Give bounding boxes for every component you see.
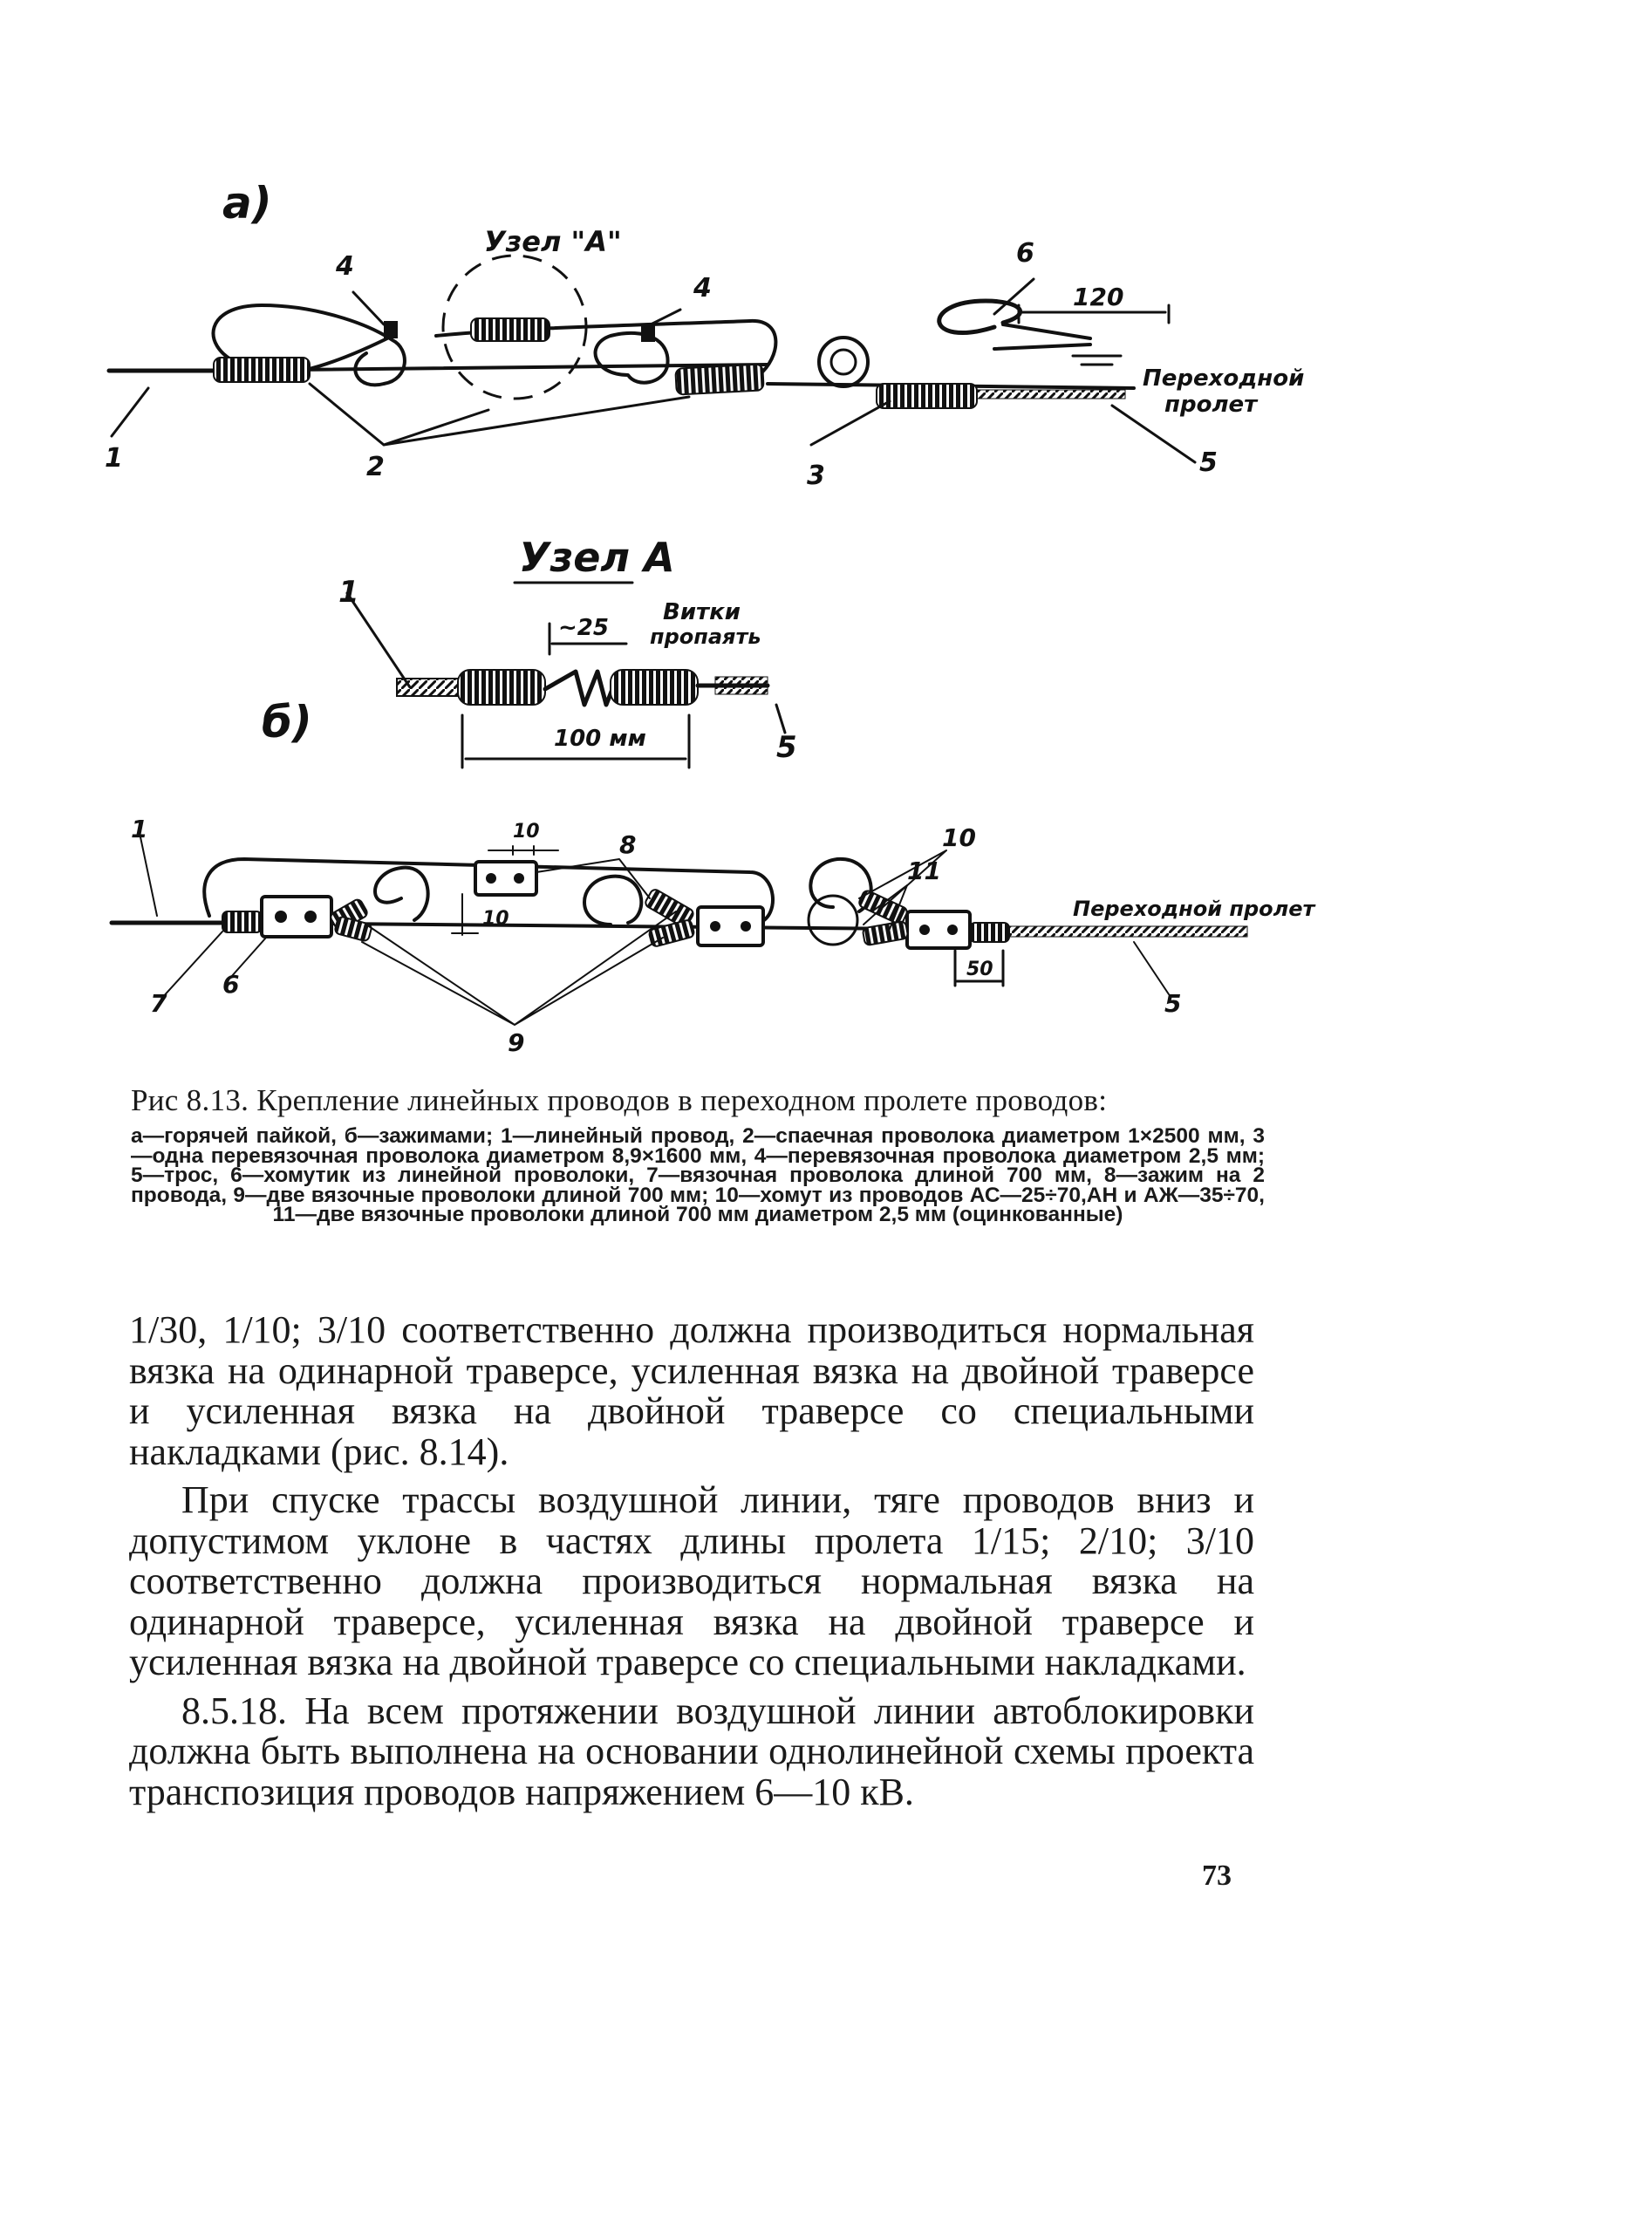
dim-100mm: 100 мм <box>554 726 646 752</box>
panel-a <box>105 178 1304 491</box>
callout-a-6: 6 <box>1016 238 1034 269</box>
node-a-title: Узел А <box>519 534 675 581</box>
transition-span-label-c: Переходной пролет <box>1073 897 1315 921</box>
panel-a-label: а) <box>222 178 272 229</box>
panel-c <box>112 815 1317 1057</box>
paragraph-3: 8.5.18. На всем протяжении воздушной линии автоблокировки должна быть выполнена на основании однолинейной схемы проекта транспозиция проводов напряжением 6—10 кВ. <box>129 1689 1254 1813</box>
paragraph-2: При спуске трассы воздушной линии, тяге проводов вниз и допустимом уклоне в частях длины пролета 1/15; 2/10; 3/10 соответственно должна производиться нормальная вязка на одинарной траверсе, усиленная вязка на двойной траверсе и усиленная вязка на двойной траверсе со специальными накладками. <box>129 1478 1254 1683</box>
node-a-label: Узел "А" <box>484 225 622 258</box>
transition-span-label-a1: Переходной <box>1143 365 1305 392</box>
caption-body: а—горячей пайкой, б—зажимами; 1—линейный провод, 2—спаечная проволока диаметром 1×2500 мм, 3—одна перевязочная проволока диаметром 8,9×1600 мм, 4—перевязочная проволока диаметром 2,5 мм; 5—трос, 6—хомутик из линейной проволоки, 7—вязочная проволока длиной 700 мм, 8—зажим на 2 провода, 9—две вязочные проволоки длиной 700 мм; 10—хомут из проводов АС—25÷70,АН и АЖ—35÷70, 11—две вязочные проволоки длиной 700 мм диаметром 2,5 мм (оцинкованные) <box>131 1124 1265 1226</box>
callout-c-10: 10 <box>942 823 976 852</box>
callout-b-5: 5 <box>776 730 797 765</box>
transition-span-label-a2: пролет <box>1164 392 1258 418</box>
clamp-top <box>475 862 536 895</box>
callout-c-11: 11 <box>907 856 941 885</box>
panel-b-label: б) <box>262 697 312 747</box>
callout-c-8: 8 <box>619 830 637 859</box>
panel-b <box>262 534 797 768</box>
dim-10-top: 10 <box>513 821 540 843</box>
paragraph-1: 1/30, 1/10; 3/10 соответственно должна производиться нормальная вязка на одинарной траверсе, усиленная вязка на двойной траверсе и усиленная вязка на двойной траверсе со специальными накладками (рис. 8.14). <box>129 1308 1254 1473</box>
callout-a-4-right: 4 <box>693 273 712 304</box>
clamp-left <box>262 897 331 937</box>
caption-title: Рис 8.13. Крепление линейных проводов в переходном пролете проводов: <box>131 1083 1108 1117</box>
wire-fastening-figure <box>0 0 1652 1073</box>
dim-10-side: 10 <box>482 908 509 930</box>
callout-c-9: 9 <box>508 1028 525 1057</box>
callout-a-4-left: 4 <box>336 251 354 282</box>
callout-a-3: 3 <box>807 461 825 491</box>
callout-b-1: 1 <box>338 575 359 610</box>
callout-c-5: 5 <box>1164 989 1182 1018</box>
clamp-right <box>907 911 970 948</box>
callout-a-1: 1 <box>105 443 123 474</box>
callout-c-6: 6 <box>222 970 240 999</box>
callout-a-2: 2 <box>366 452 385 482</box>
callout-c-7: 7 <box>150 989 167 1018</box>
callout-a-5: 5 <box>1199 447 1218 478</box>
clamp-middle <box>698 907 763 945</box>
dim-50: 50 <box>966 959 993 980</box>
note-turns: Витки <box>663 599 741 625</box>
dim-25: ~25 <box>558 615 609 641</box>
page-number: 73 <box>1202 1860 1232 1892</box>
body-text <box>129 1310 1254 1820</box>
dim-120: 120 <box>1073 283 1124 311</box>
note-solder: пропаять <box>650 624 761 649</box>
figure-caption <box>131 1082 1265 1225</box>
callout-c-1: 1 <box>131 815 148 843</box>
